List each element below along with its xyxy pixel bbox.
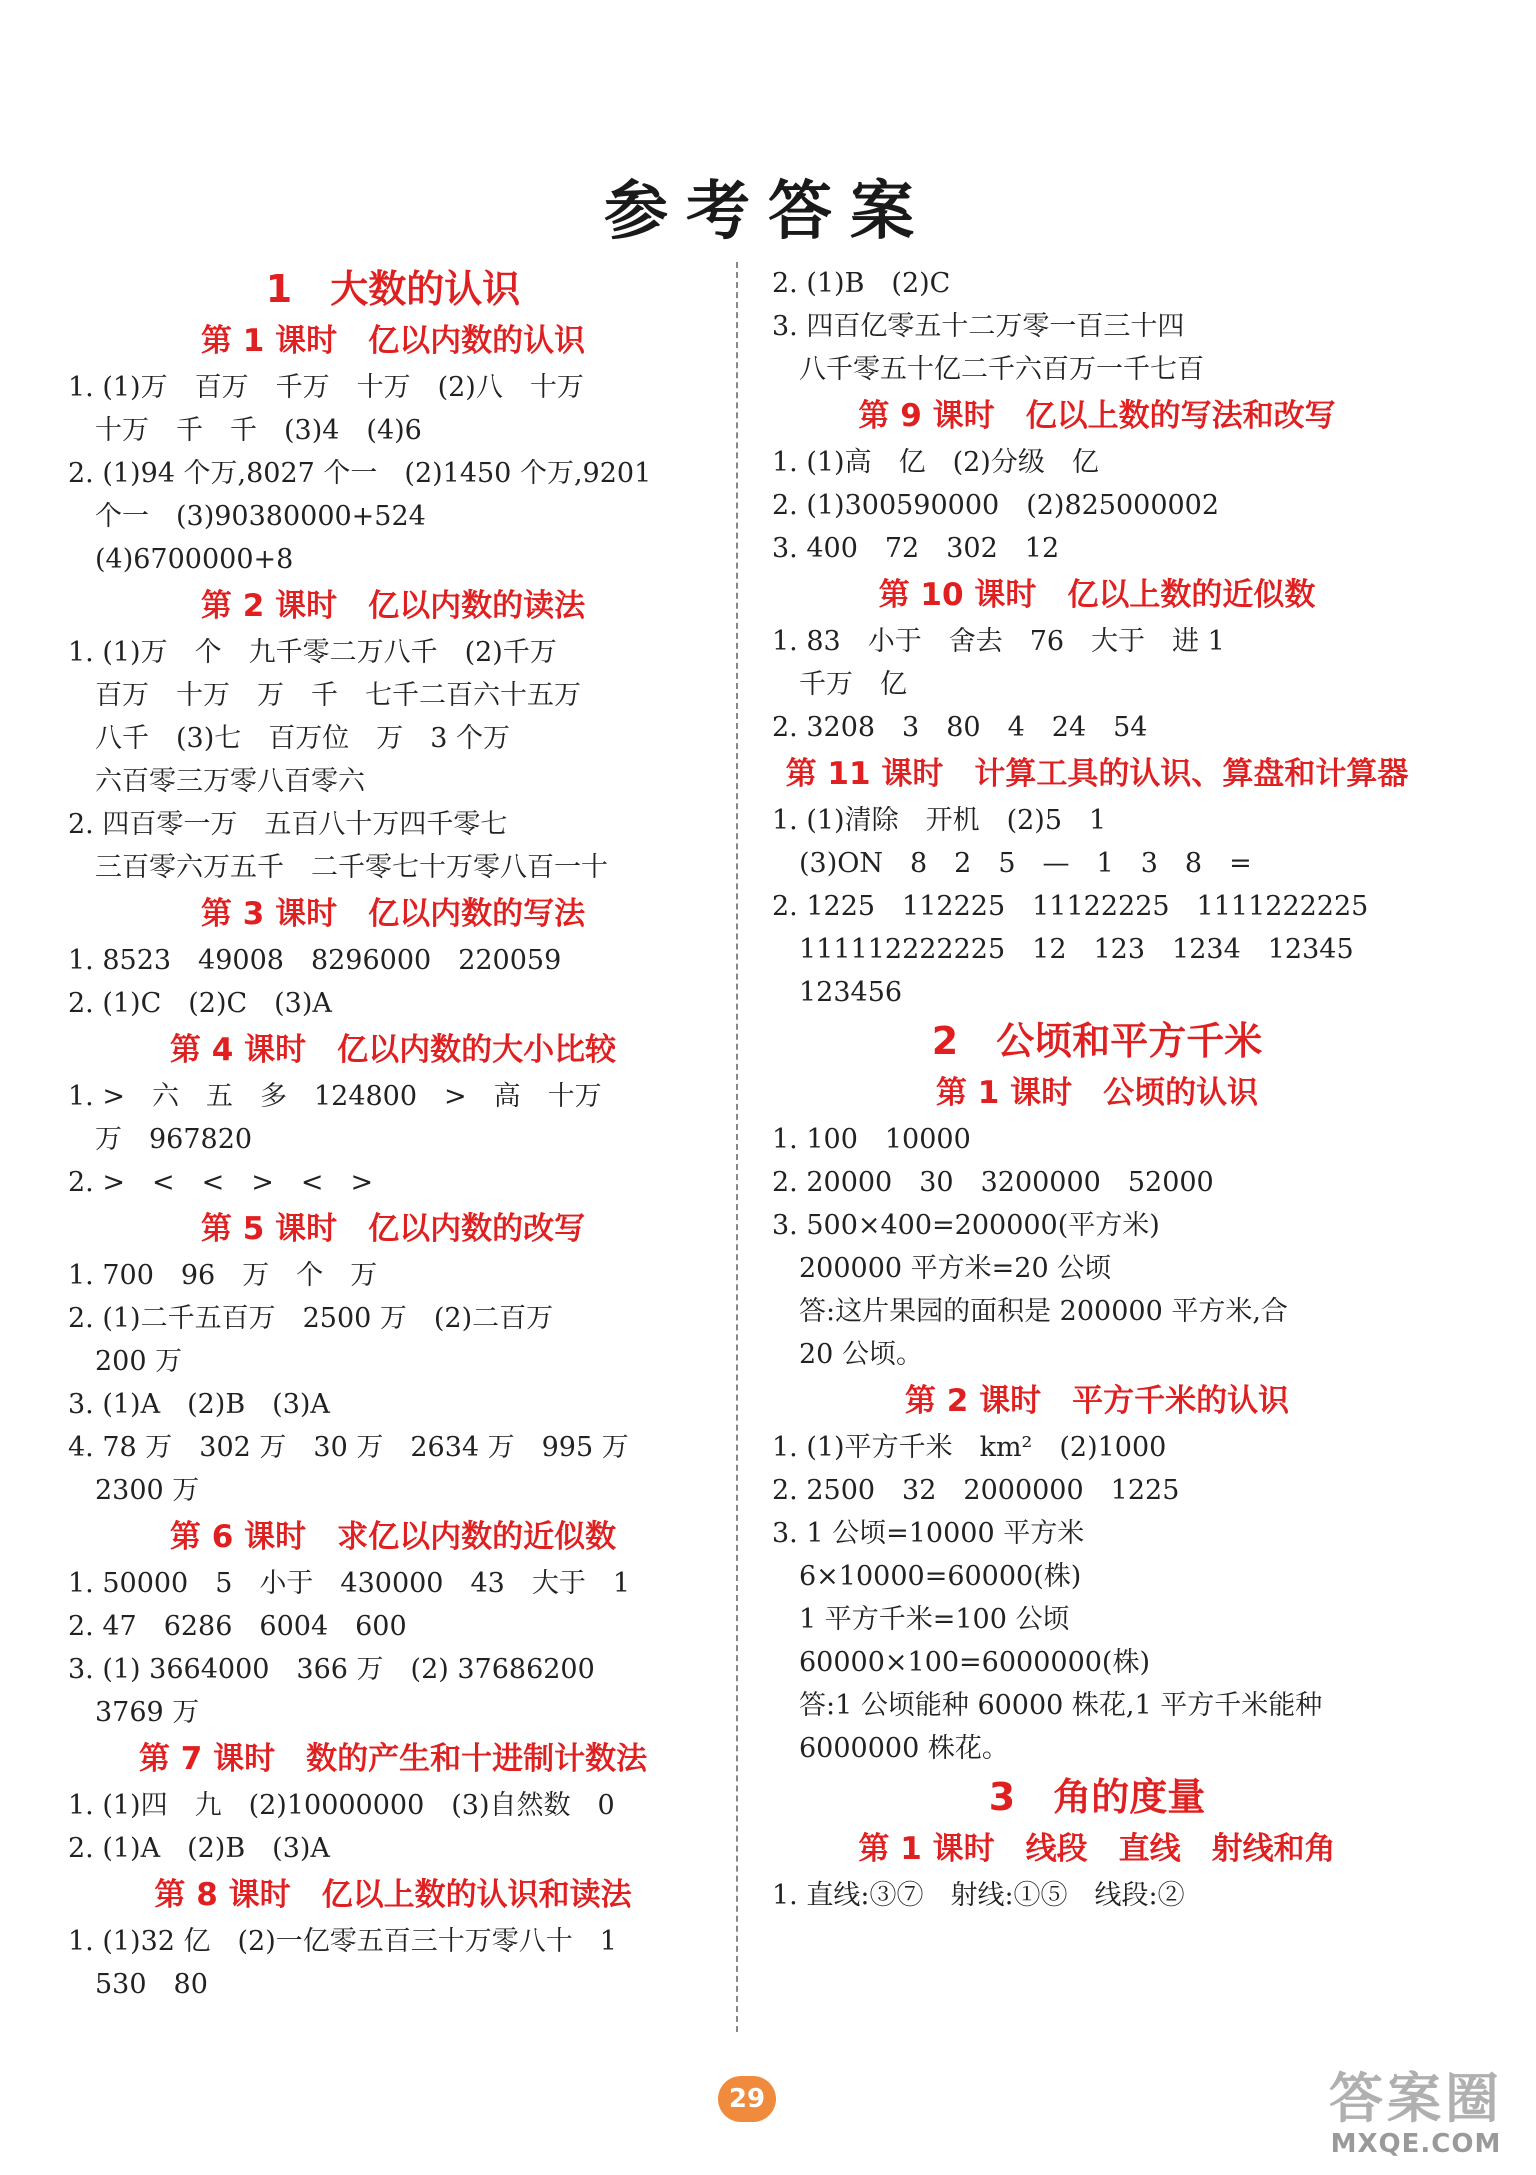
answer-line: 万 967820 — [68, 1124, 253, 1155]
answer-line: 2. 1225 112225 11122225 1111222225 — [772, 891, 1369, 922]
watermark — [1306, 2067, 1526, 2160]
answer-line: 1. (1)高 亿 (2)分级 亿 — [772, 447, 1099, 478]
answer-line: (4)6700000+8 — [68, 544, 294, 575]
answer-line: 123456 — [772, 977, 903, 1008]
right-column — [772, 262, 1422, 1917]
unit-heading: 2 公顷和平方千米 — [931, 1019, 1263, 1063]
answer-line: 20 公顷。 — [772, 1339, 923, 1370]
answer-line: 1. 直线:③⑦ 射线:①⑤ 线段:② — [772, 1880, 1185, 1911]
lesson-heading: 第 9 课时 亿以上数的写法和改写 — [858, 398, 1336, 434]
answer-line: 2. (1)二千五百万 2500 万 (2)二百万 — [68, 1303, 554, 1334]
answer-line: 个一 (3)90380000+524 — [68, 501, 426, 532]
answer-line: 1. (1)四 九 (2)10000000 (3)自然数 0 — [68, 1790, 615, 1821]
answer-line: 200 万 — [68, 1346, 183, 1377]
answer-line: 1. (1)32 亿 (2)一亿零五百三十万零八十 1 — [68, 1926, 617, 1957]
lesson-heading: 第 4 课时 亿以内数的大小比较 — [169, 1032, 617, 1068]
answer-line: 2. (1)B (2)C — [772, 268, 951, 299]
answer-line: 4. 78 万 302 万 30 万 2634 万 995 万 — [68, 1432, 629, 1463]
answer-line: 2. 3208 3 80 4 24 54 — [772, 712, 1148, 743]
answer-line: 1. 8523 49008 8296000 220059 — [68, 945, 562, 976]
answer-line: 答:这片果园的面积是 200000 平方米,合 — [772, 1296, 1288, 1327]
answer-line: 2. (1)94 个万,8027 个一 (2)1450 个万,9201 — [68, 458, 652, 489]
lesson-heading: 第 10 课时 亿以上数的近似数 — [878, 577, 1316, 613]
unit-heading: 1 大数的认识 — [265, 267, 521, 311]
answer-line: 2. (1)300590000 (2)825000002 — [772, 490, 1220, 521]
lesson-heading: 第 8 课时 亿以上数的认识和读法 — [154, 1877, 632, 1913]
answer-line: 3769 万 — [68, 1697, 200, 1728]
answer-line: 三百零六万五千 二千零七十万零八百一十 — [68, 852, 608, 883]
answer-line: 1. 83 小于 舍去 76 大于 进 1 — [772, 626, 1225, 657]
left-column — [68, 262, 718, 2006]
page-number: 29 — [718, 2076, 776, 2122]
answer-line: 六百零三万零八百零六 — [68, 766, 365, 797]
answer-line: (3)ON 8 2 5 — 1 3 8 = — [772, 848, 1252, 879]
answer-line: 八千 (3)七 百万位 万 3 个万 — [68, 723, 511, 754]
answer-line: 200000 平方米=20 公顷 — [772, 1253, 1112, 1284]
answer-line: 1. 100 10000 — [772, 1124, 971, 1155]
answer-line: 1. (1)万 个 九千零二万八千 (2)千万 — [68, 637, 557, 668]
watermark-logo: 答案圈 — [1329, 2067, 1503, 2130]
answer-line: 1. > 六 五 多 124800 > 高 十万 — [68, 1081, 602, 1112]
lesson-heading: 第 1 课时 亿以内数的认识 — [200, 323, 586, 359]
answer-line: 1 平方千米=100 公顷 — [772, 1604, 1070, 1635]
answer-line: 111112222225 12 123 1234 12345 — [772, 934, 1354, 965]
lesson-heading: 第 7 课时 数的产生和十进制计数法 — [138, 1741, 648, 1777]
answer-line: 60000×100=6000000(株) — [772, 1647, 1150, 1678]
answer-line: 3. 四百亿零五十二万零一百三十四 — [772, 311, 1185, 342]
answer-line: 6×10000=60000(株) — [772, 1561, 1082, 1592]
answer-line: 2. > < < > < > — [68, 1167, 374, 1198]
answer-line: 百万 十万 万 千 七千二百六十五万 — [68, 680, 581, 711]
column-divider — [736, 262, 738, 2032]
answer-line: 2. 47 6286 6004 600 — [68, 1611, 407, 1642]
lesson-heading: 第 1 课时 线段 直线 射线和角 — [858, 1831, 1336, 1867]
answer-line: 2300 万 — [68, 1475, 200, 1506]
lesson-heading: 第 6 课时 求亿以内数的近似数 — [169, 1519, 617, 1555]
answer-line: 6000000 株花。 — [772, 1733, 1009, 1764]
answer-line: 1. 700 96 万 个 万 — [68, 1260, 378, 1291]
answer-line: 十万 千 千 (3)4 (4)6 — [68, 415, 422, 446]
answer-line: 3. (1) 3664000 366 万 (2) 37686200 — [68, 1654, 595, 1685]
answer-line: 530 80 — [68, 1969, 208, 2000]
lesson-heading: 第 1 课时 公顷的认识 — [935, 1075, 1259, 1111]
answer-line: 2. 20000 30 3200000 52000 — [772, 1167, 1214, 1198]
watermark-site: MXQE.COM — [1330, 2129, 1502, 2159]
answer-line: 1. (1)清除 开机 (2)5 1 — [772, 805, 1107, 836]
answer-line: 1. 50000 5 小于 430000 43 大于 1 — [68, 1568, 631, 1599]
answer-line: 2. (1)C (2)C (3)A — [68, 988, 332, 1019]
answer-line: 1. (1)平方千米 km² (2)1000 — [772, 1432, 1167, 1463]
lesson-heading: 第 2 课时 平方千米的认识 — [904, 1383, 1290, 1419]
answer-line: 3. 400 72 302 12 — [772, 533, 1060, 564]
unit-heading: 3 角的度量 — [988, 1775, 1206, 1819]
page-title: 参考答案 — [604, 175, 932, 249]
lesson-heading: 第 2 课时 亿以内数的读法 — [200, 588, 586, 624]
answer-line: 答:1 公顷能种 60000 株花,1 平方千米能种 — [772, 1690, 1323, 1721]
lesson-heading: 第 5 课时 亿以内数的改写 — [200, 1211, 586, 1247]
answer-line: 2. (1)A (2)B (3)A — [68, 1833, 330, 1864]
answer-line: 千万 亿 — [772, 669, 907, 700]
answer-line: 1. (1)万 百万 千万 十万 (2)八 十万 — [68, 372, 584, 403]
answer-line: 3. (1)A (2)B (3)A — [68, 1389, 330, 1420]
answer-line: 2. 四百零一万 五百八十万四千零七 — [68, 809, 508, 840]
lesson-heading: 第 3 课时 亿以内数的写法 — [200, 896, 586, 932]
answer-line: 2. 2500 32 2000000 1225 — [772, 1475, 1180, 1506]
answer-line: 3. 1 公顷=10000 平方米 — [772, 1518, 1085, 1549]
answer-line: 八千零五十亿二千六百万一千七百 — [772, 354, 1204, 385]
answer-line: 3. 500×400=200000(平方米) — [772, 1210, 1160, 1241]
lesson-heading: 第 11 课时 计算工具的认识、算盘和计算器 — [785, 756, 1409, 792]
